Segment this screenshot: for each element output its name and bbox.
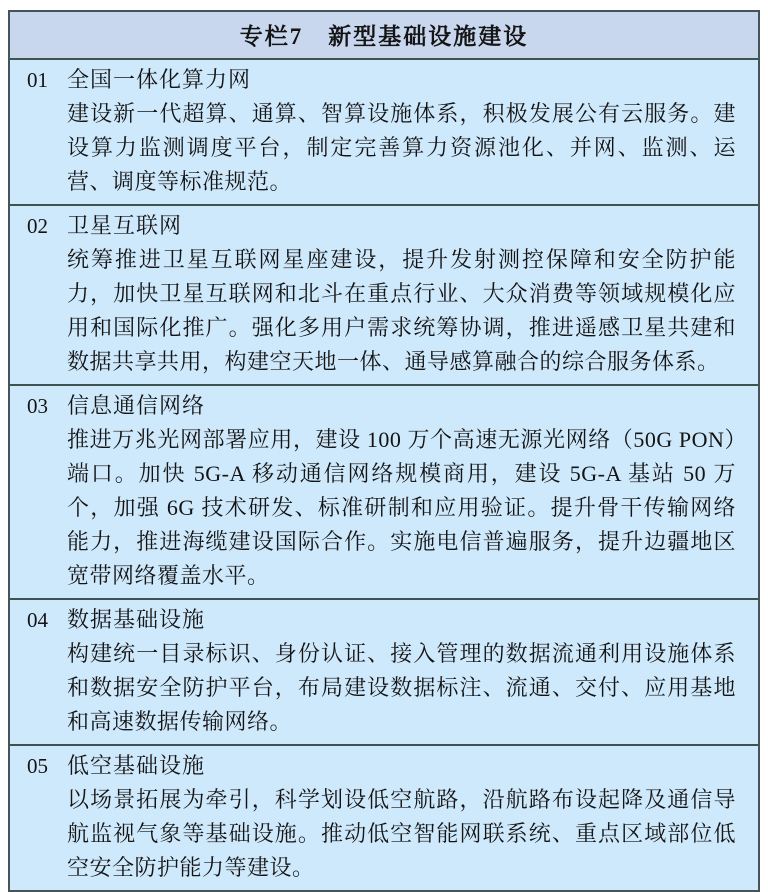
section-heading: 信息通信网络 — [67, 393, 206, 418]
section-row — [10, 60, 758, 204]
section-content — [67, 63, 736, 199]
section-body: 推进万兆光网部署应用，建设 100 万个高速无源光网络（50G PON）端口。加快 5G-A 移动通信网络规模商用，建设 5G-A 基站 50 万个，加强 6G 技术研发、标准研制和应用验证。提升骨干传输网络能力，推进海缆建设国际合作。实施电信普遍服务，提升边疆地区宽带网络覆盖水平。 — [67, 427, 736, 588]
section-content — [67, 209, 736, 379]
panel-header — [10, 12, 758, 60]
section-content — [67, 749, 736, 885]
section-row — [10, 204, 758, 384]
section-number: 01 — [27, 68, 48, 92]
section-content — [67, 389, 736, 593]
section-number: 04 — [27, 608, 48, 632]
section-row — [10, 744, 758, 890]
section-row — [10, 384, 758, 598]
section-body: 构建统一目录标识、身份认证、接入管理的数据流通利用设施体系和数据安全防护平台，布局建设数据标注、流通、交付、应用基地和高速数据传输网络。 — [67, 641, 736, 734]
section-body: 以场景拓展为牵引，科学划设低空航路，沿航路布设起降及通信导航监视气象等基础设施。推动低空智能网联系统、重点区域部位低空安全防护能力等建设。 — [67, 787, 736, 880]
section-heading: 低空基础设施 — [67, 753, 206, 778]
section-content — [67, 603, 736, 739]
section-heading: 数据基础设施 — [67, 607, 206, 632]
section-number: 05 — [27, 754, 48, 778]
infrastructure-panel — [8, 10, 760, 892]
section-heading: 卫星互联网 — [67, 213, 183, 238]
section-number: 02 — [27, 214, 48, 238]
section-heading: 全国一体化算力网 — [67, 67, 252, 92]
section-row — [10, 598, 758, 744]
section-body: 建设新一代超算、通算、智算设施体系，积极发展公有云服务。建设算力监测调度平台，制定完善算力资源池化、并网、监测、运营、调度等标准规范。 — [67, 101, 736, 194]
section-number: 03 — [27, 394, 48, 418]
panel-sections — [10, 60, 758, 890]
section-body: 统筹推进卫星互联网星座建设，提升发射测控保障和安全防护能力，加快卫星互联网和北斗在重点行业、大众消费等领域规模化应用和国际化推广。强化多用户需求统筹协调，推进遥感卫星共建和数据共享共用，构建空天地一体、通导感算融合的综合服务体系。 — [67, 247, 736, 374]
panel-title: 专栏7 新型基础设施建设 — [239, 24, 529, 49]
